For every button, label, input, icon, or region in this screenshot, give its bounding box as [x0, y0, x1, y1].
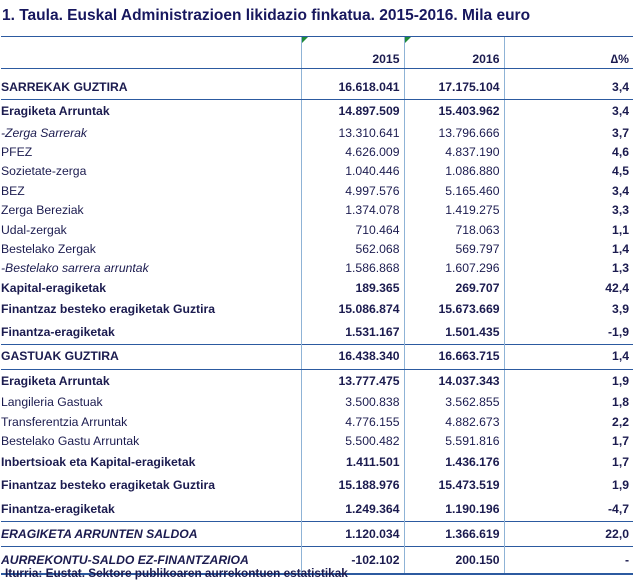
header-2015: 2015 [301, 37, 404, 69]
value-2015: 1.249.364 [301, 497, 404, 522]
value-2015: 15.086.874 [301, 298, 404, 321]
value-2015: 4.626.009 [301, 142, 404, 161]
value-2016: 569.797 [404, 239, 504, 258]
value-delta: 1,7 [504, 451, 633, 474]
value-delta: 42,4 [504, 278, 633, 297]
row-label: SARREKAK GUZTIRA [1, 75, 301, 100]
row-label: Transferentzia Arruntak [1, 414, 128, 429]
row-label: Zerga Bereziak [1, 203, 84, 218]
value-delta: 1,7 [504, 431, 633, 450]
value-2016: 15.473.519 [404, 474, 504, 497]
value-2016: 1.436.176 [404, 451, 504, 474]
value-2016: 1.607.296 [404, 259, 504, 278]
value-2016: 1.190.196 [404, 497, 504, 522]
table-row [1, 521, 633, 546]
value-delta: 4,5 [504, 162, 633, 181]
row-label: ERAGIKETA ARRUNTEN SALDOA [1, 521, 301, 546]
value-2015: 562.068 [301, 239, 404, 258]
header-label-cell [1, 37, 301, 69]
row-label: BEZ [1, 183, 25, 198]
value-delta: -1,9 [504, 321, 633, 345]
table-row [1, 451, 633, 474]
value-2015: 16.438.340 [301, 344, 404, 369]
value-delta: 3,4 [504, 181, 633, 200]
value-2016: 17.175.104 [404, 75, 504, 100]
value-delta: -4,7 [504, 497, 633, 522]
row-label: Bestelako Zergak [1, 241, 96, 256]
header-delta: ∆% [504, 37, 633, 69]
header-2016: 2016 [404, 37, 504, 69]
value-delta: 1,4 [504, 239, 633, 258]
value-delta: 1,1 [504, 220, 633, 239]
value-2016: 3.562.855 [404, 393, 504, 412]
value-2016: 5.165.460 [404, 181, 504, 200]
value-2015: 1.120.034 [301, 521, 404, 546]
row-label: Finantzaz besteko eragiketak Guztira [1, 478, 216, 493]
source-note: Iturria: Eustat. Sektore publikoaren aurrekontuen estatistikak [5, 566, 348, 580]
table-row [1, 100, 633, 124]
row-label: GASTUAK GUZTIRA [1, 344, 301, 369]
value-2015: 1.531.167 [301, 321, 404, 345]
table-row [1, 142, 633, 161]
row-label: -Bestelako sarrera arruntak [1, 261, 149, 276]
value-2015: 14.897.509 [301, 100, 404, 124]
table-header-row [1, 37, 633, 69]
row-label: -Zerga Sarrerak [1, 125, 88, 140]
value-2016: 1.419.275 [404, 201, 504, 220]
value-2016: 13.796.666 [404, 123, 504, 142]
value-2015: 189.365 [301, 278, 404, 297]
value-2015: 4.997.576 [301, 181, 404, 200]
cell-marker-icon [405, 37, 411, 43]
value-2015: 13.777.475 [301, 369, 404, 393]
value-delta: 1,9 [504, 369, 633, 393]
table-row [1, 181, 633, 200]
table-row [1, 431, 633, 450]
table-title: 1. Taula. Euskal Administrazioen likidazio finkatua. 2015-2016. Mila euro [2, 7, 531, 24]
value-delta: 1,8 [504, 393, 633, 412]
value-2016: 1.501.435 [404, 321, 504, 345]
value-delta: 22,0 [504, 521, 633, 546]
value-delta: 4,6 [504, 142, 633, 161]
value-delta: 1,3 [504, 259, 633, 278]
value-delta: 3,4 [504, 75, 633, 100]
value-2015: -102.102 [301, 546, 404, 574]
row-label: Udal-zergak [1, 222, 67, 237]
row-label: Bestelako Gastu Arruntak [1, 433, 140, 448]
row-label: Eragiketa Arruntak [1, 104, 110, 119]
value-delta: 1,4 [504, 344, 633, 369]
value-2016: 1.366.619 [404, 521, 504, 546]
value-2015: 1.411.501 [301, 451, 404, 474]
row-label: Eragiketa Arruntak [1, 373, 110, 388]
cell-marker-icon [302, 37, 308, 43]
table-row [1, 298, 633, 321]
table-row [1, 412, 633, 431]
value-delta: 3,9 [504, 298, 633, 321]
value-2016: 718.063 [404, 220, 504, 239]
table-row [1, 321, 633, 345]
value-2015: 4.776.155 [301, 412, 404, 431]
value-2015: 16.618.041 [301, 75, 404, 100]
row-label: PFEZ [1, 144, 33, 159]
row-label: Kapital-eragiketak [1, 280, 106, 295]
table-row [1, 123, 633, 142]
table-row [1, 220, 633, 239]
value-2016: 269.707 [404, 278, 504, 297]
value-delta: 3,7 [504, 123, 633, 142]
value-2015: 1.374.078 [301, 201, 404, 220]
table-row [1, 259, 633, 278]
row-label: Finantza-eragiketak [1, 324, 115, 339]
value-2016: 15.673.669 [404, 298, 504, 321]
table-row [1, 201, 633, 220]
value-2016: 4.882.673 [404, 412, 504, 431]
row-label: Finantza-eragiketak [1, 501, 115, 516]
table-row [1, 278, 633, 297]
value-2016: 14.037.343 [404, 369, 504, 393]
value-2015: 15.188.976 [301, 474, 404, 497]
value-2015: 1.040.446 [301, 162, 404, 181]
value-2016: 5.591.816 [404, 431, 504, 450]
value-2016: 16.663.715 [404, 344, 504, 369]
row-label: AURREKONTU-SALDO EZ-FINANTZARIOA [1, 546, 301, 574]
value-2016: 200.150 [404, 546, 504, 574]
table-row [1, 369, 633, 393]
table-row [1, 393, 633, 412]
value-2015: 5.500.482 [301, 431, 404, 450]
row-label: Sozietate-zerga [1, 164, 87, 179]
budget-table [1, 36, 633, 575]
table-row [1, 75, 633, 100]
row-label: Inbertsioak eta Kapital-eragiketak [1, 455, 196, 470]
value-delta: 2,2 [504, 412, 633, 431]
table-row [1, 474, 633, 497]
value-2016: 1.086.880 [404, 162, 504, 181]
table-row [1, 162, 633, 181]
value-delta: 3,3 [504, 201, 633, 220]
value-delta: 3,4 [504, 100, 633, 124]
row-label: Finantzaz besteko eragiketak Guztira [1, 301, 216, 316]
value-2015: 710.464 [301, 220, 404, 239]
table-row [1, 239, 633, 258]
value-2015: 3.500.838 [301, 393, 404, 412]
value-2015: 13.310.641 [301, 123, 404, 142]
row-label: Langileria Gastuak [1, 395, 103, 410]
value-2016: 4.837.190 [404, 142, 504, 161]
value-delta: 1,9 [504, 474, 633, 497]
value-2016: 15.403.962 [404, 100, 504, 124]
value-2015: 1.586.868 [301, 259, 404, 278]
value-delta: - [504, 546, 633, 574]
table-row [1, 497, 633, 522]
table-row [1, 344, 633, 369]
